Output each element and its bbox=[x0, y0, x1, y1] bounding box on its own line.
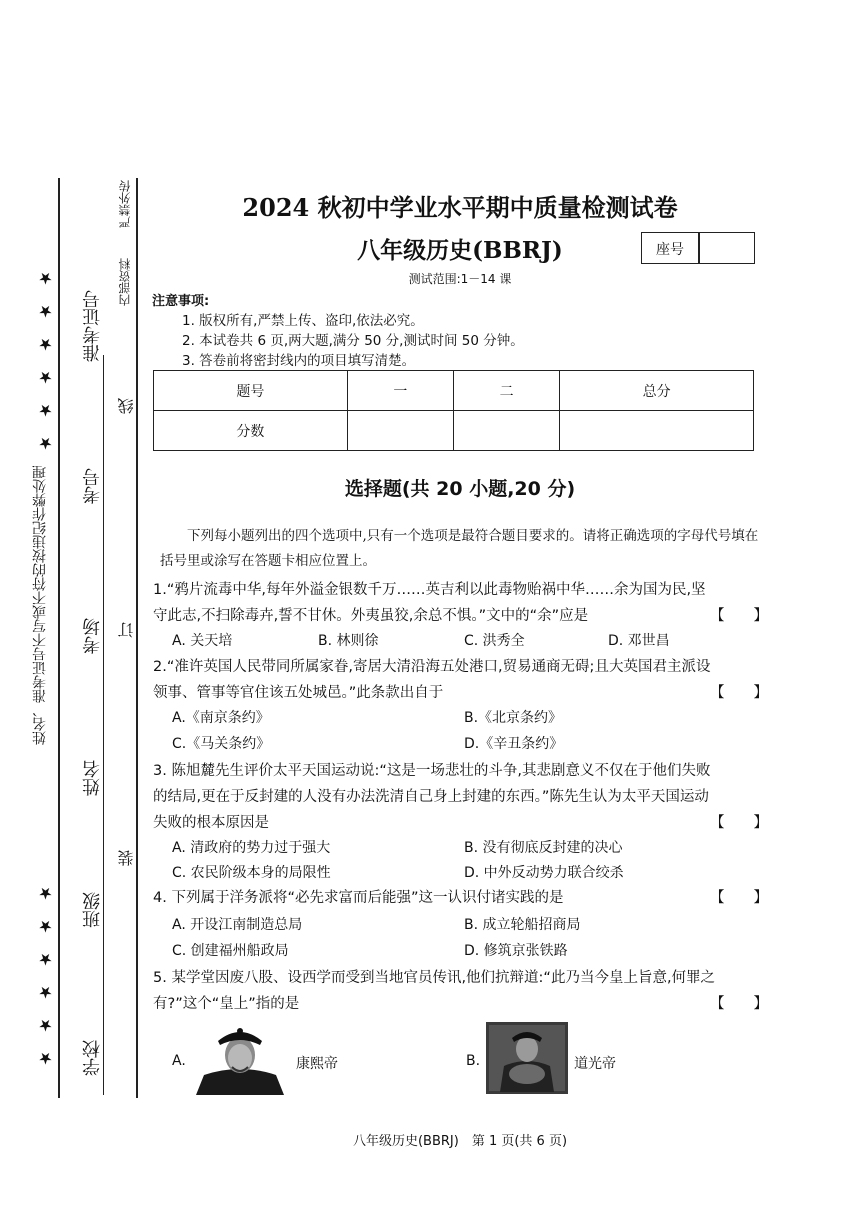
score-header: 一 bbox=[347, 371, 453, 411]
field-exam-number: 准考证号 bbox=[82, 290, 103, 362]
score-header: 题号 bbox=[154, 371, 348, 411]
score-row-label: 分数 bbox=[154, 411, 348, 451]
answer-bracket[interactable]: 【 】 bbox=[710, 815, 768, 831]
margin-warning: 姓名、准考证号不写或不符的按违纪作弊处理 bbox=[32, 465, 48, 745]
field-name: 姓名 bbox=[82, 760, 103, 796]
option[interactable]: D. 邓世昌 bbox=[608, 633, 670, 649]
seat-number-box bbox=[641, 232, 755, 264]
option[interactable]: D. 中外反动势力联合绞杀 bbox=[464, 865, 624, 881]
score-cell[interactable] bbox=[347, 411, 453, 451]
score-table-row bbox=[154, 411, 754, 451]
daoguang-portrait-image bbox=[486, 1022, 568, 1094]
answer-bracket[interactable]: 【 】 bbox=[710, 685, 768, 701]
section-instruction: 下列每小题列出的四个选项中,只有一个选项是最符合题目要求的。请将正确选项的字母代号填在括号里或涂写在答题卡相应位置上。 bbox=[160, 528, 759, 569]
question-stem: 4. 下列属于洋务派将“必先求富而后能强”这一认识付诸实践的是 bbox=[153, 890, 564, 906]
question-4 bbox=[153, 885, 768, 911]
option[interactable]: B. 林则徐 bbox=[318, 633, 379, 649]
seal-word-bind: 装 bbox=[117, 850, 136, 866]
seal-word-line: 线 bbox=[117, 398, 136, 414]
score-table bbox=[153, 370, 754, 451]
field-exam-room: 考场 bbox=[82, 618, 103, 654]
margin-stars-top: ★★★★★★ bbox=[36, 255, 55, 453]
score-cell[interactable] bbox=[454, 411, 560, 451]
note-item: 3. 答卷前将密封线内的项目填写清楚。 bbox=[182, 353, 416, 369]
field-exam-id: 考号 bbox=[82, 468, 103, 504]
question-1 bbox=[153, 577, 768, 629]
question-stem: 1.“鸦片流毒中华,每年外溢金银数千万……英吉利以此毒物贻祸中华……余为国为民,坚守此志,不扫除毒卉,誓不甘休。外夷虽狡,余总不惧。”文中的“余”应是 bbox=[153, 582, 706, 624]
exam-subtitle: 八年级历史(BBRJ) bbox=[357, 237, 563, 264]
seal-word-order: 订 bbox=[117, 622, 136, 638]
option-b-text: 道光帝 bbox=[574, 1056, 616, 1072]
question-2 bbox=[153, 654, 768, 706]
notes-heading: 注意事项: bbox=[152, 294, 210, 309]
option[interactable]: A. 开设江南制造总局 bbox=[172, 917, 303, 933]
option[interactable]: B.《北京条约》 bbox=[464, 710, 563, 726]
field-class: 班级 bbox=[82, 892, 103, 928]
answer-bracket[interactable]: 【 】 bbox=[710, 996, 768, 1012]
question-stem: 3. 陈旭麓先生评价太平天国运动说:“这是一场悲壮的斗争,其悲剧意义不仅在于他们失败的结局,更在于反封建的人没有办法洗清自己身上封建的东西。”陈先生认为太平天国运动失败的根本原因是 bbox=[153, 763, 711, 831]
field-school: 学校 bbox=[82, 1040, 103, 1076]
page-footer: 八年级历史(BBRJ) 第 1 页(共 6 页) bbox=[352, 1134, 568, 1149]
option[interactable]: C. 创建福州船政局 bbox=[172, 943, 289, 959]
option[interactable]: C. 农民阶级本身的局限性 bbox=[172, 865, 331, 881]
option[interactable]: C. 洪秀全 bbox=[464, 633, 525, 649]
score-table-header-row bbox=[154, 371, 754, 411]
test-scope: 测试范围:1－14 课 bbox=[408, 272, 512, 286]
section-title: 选择题(共 20 小题,20 分) bbox=[344, 478, 576, 500]
side-note-confidential: 严禁外传 bbox=[118, 180, 132, 228]
seal-rule bbox=[136, 178, 138, 1098]
option[interactable]: D.《辛丑条约》 bbox=[464, 736, 564, 752]
option[interactable]: A. 关天培 bbox=[172, 633, 233, 649]
option[interactable]: D. 修筑京张铁路 bbox=[464, 943, 568, 959]
answer-bracket[interactable]: 【 】 bbox=[710, 890, 768, 906]
option-a-text: 康熙帝 bbox=[296, 1056, 338, 1072]
margin-rule-left bbox=[58, 178, 60, 1098]
score-cell[interactable] bbox=[560, 411, 754, 451]
margin-stars-bottom: ★★★★★★ bbox=[36, 870, 55, 1068]
option[interactable]: B. 成立轮船招商局 bbox=[464, 917, 581, 933]
option[interactable]: A.《南京条约》 bbox=[172, 710, 270, 726]
question-stem: 5. 某学堂因废八股、设西学而受到当地官员传讯,他们抗辩道:“此乃当今皇上旨意,何罪之有?”这个“皇上”指的是 bbox=[153, 970, 716, 1012]
option-label-b[interactable]: B. bbox=[466, 1053, 481, 1069]
option[interactable]: C.《马关条约》 bbox=[172, 736, 271, 752]
seat-label: 座号 bbox=[656, 242, 684, 258]
kangxi-portrait-image bbox=[194, 1025, 286, 1095]
note-item: 2. 本试卷共 6 页,两大题,满分 50 分,测试时间 50 分钟。 bbox=[182, 333, 524, 349]
question-3 bbox=[153, 758, 768, 836]
exam-title: 2024 秋初中学业水平期中质量检测试卷 bbox=[242, 193, 678, 222]
question-stem: 2.“准许英国人民带同所属家眷,寄居大清沿海五处港口,贸易通商无碍;且大英国君主派设领事、管事等官住该五处城邑。”此条款出自于 bbox=[153, 659, 711, 701]
score-header: 总分 bbox=[560, 371, 754, 411]
option[interactable]: B. 没有彻底反封建的决心 bbox=[464, 840, 623, 856]
option-label-a[interactable]: A. bbox=[172, 1053, 186, 1069]
score-header: 二 bbox=[454, 371, 560, 411]
side-note-internal: 内部资料 bbox=[118, 258, 132, 306]
question-5 bbox=[153, 965, 768, 1017]
option[interactable]: A. 清政府的势力过于强大 bbox=[172, 840, 331, 856]
note-item: 1. 版权所有,严禁上传、盗印,依法必究。 bbox=[182, 313, 424, 329]
answer-bracket[interactable]: 【 】 bbox=[710, 608, 768, 624]
field-rule bbox=[103, 355, 104, 1095]
